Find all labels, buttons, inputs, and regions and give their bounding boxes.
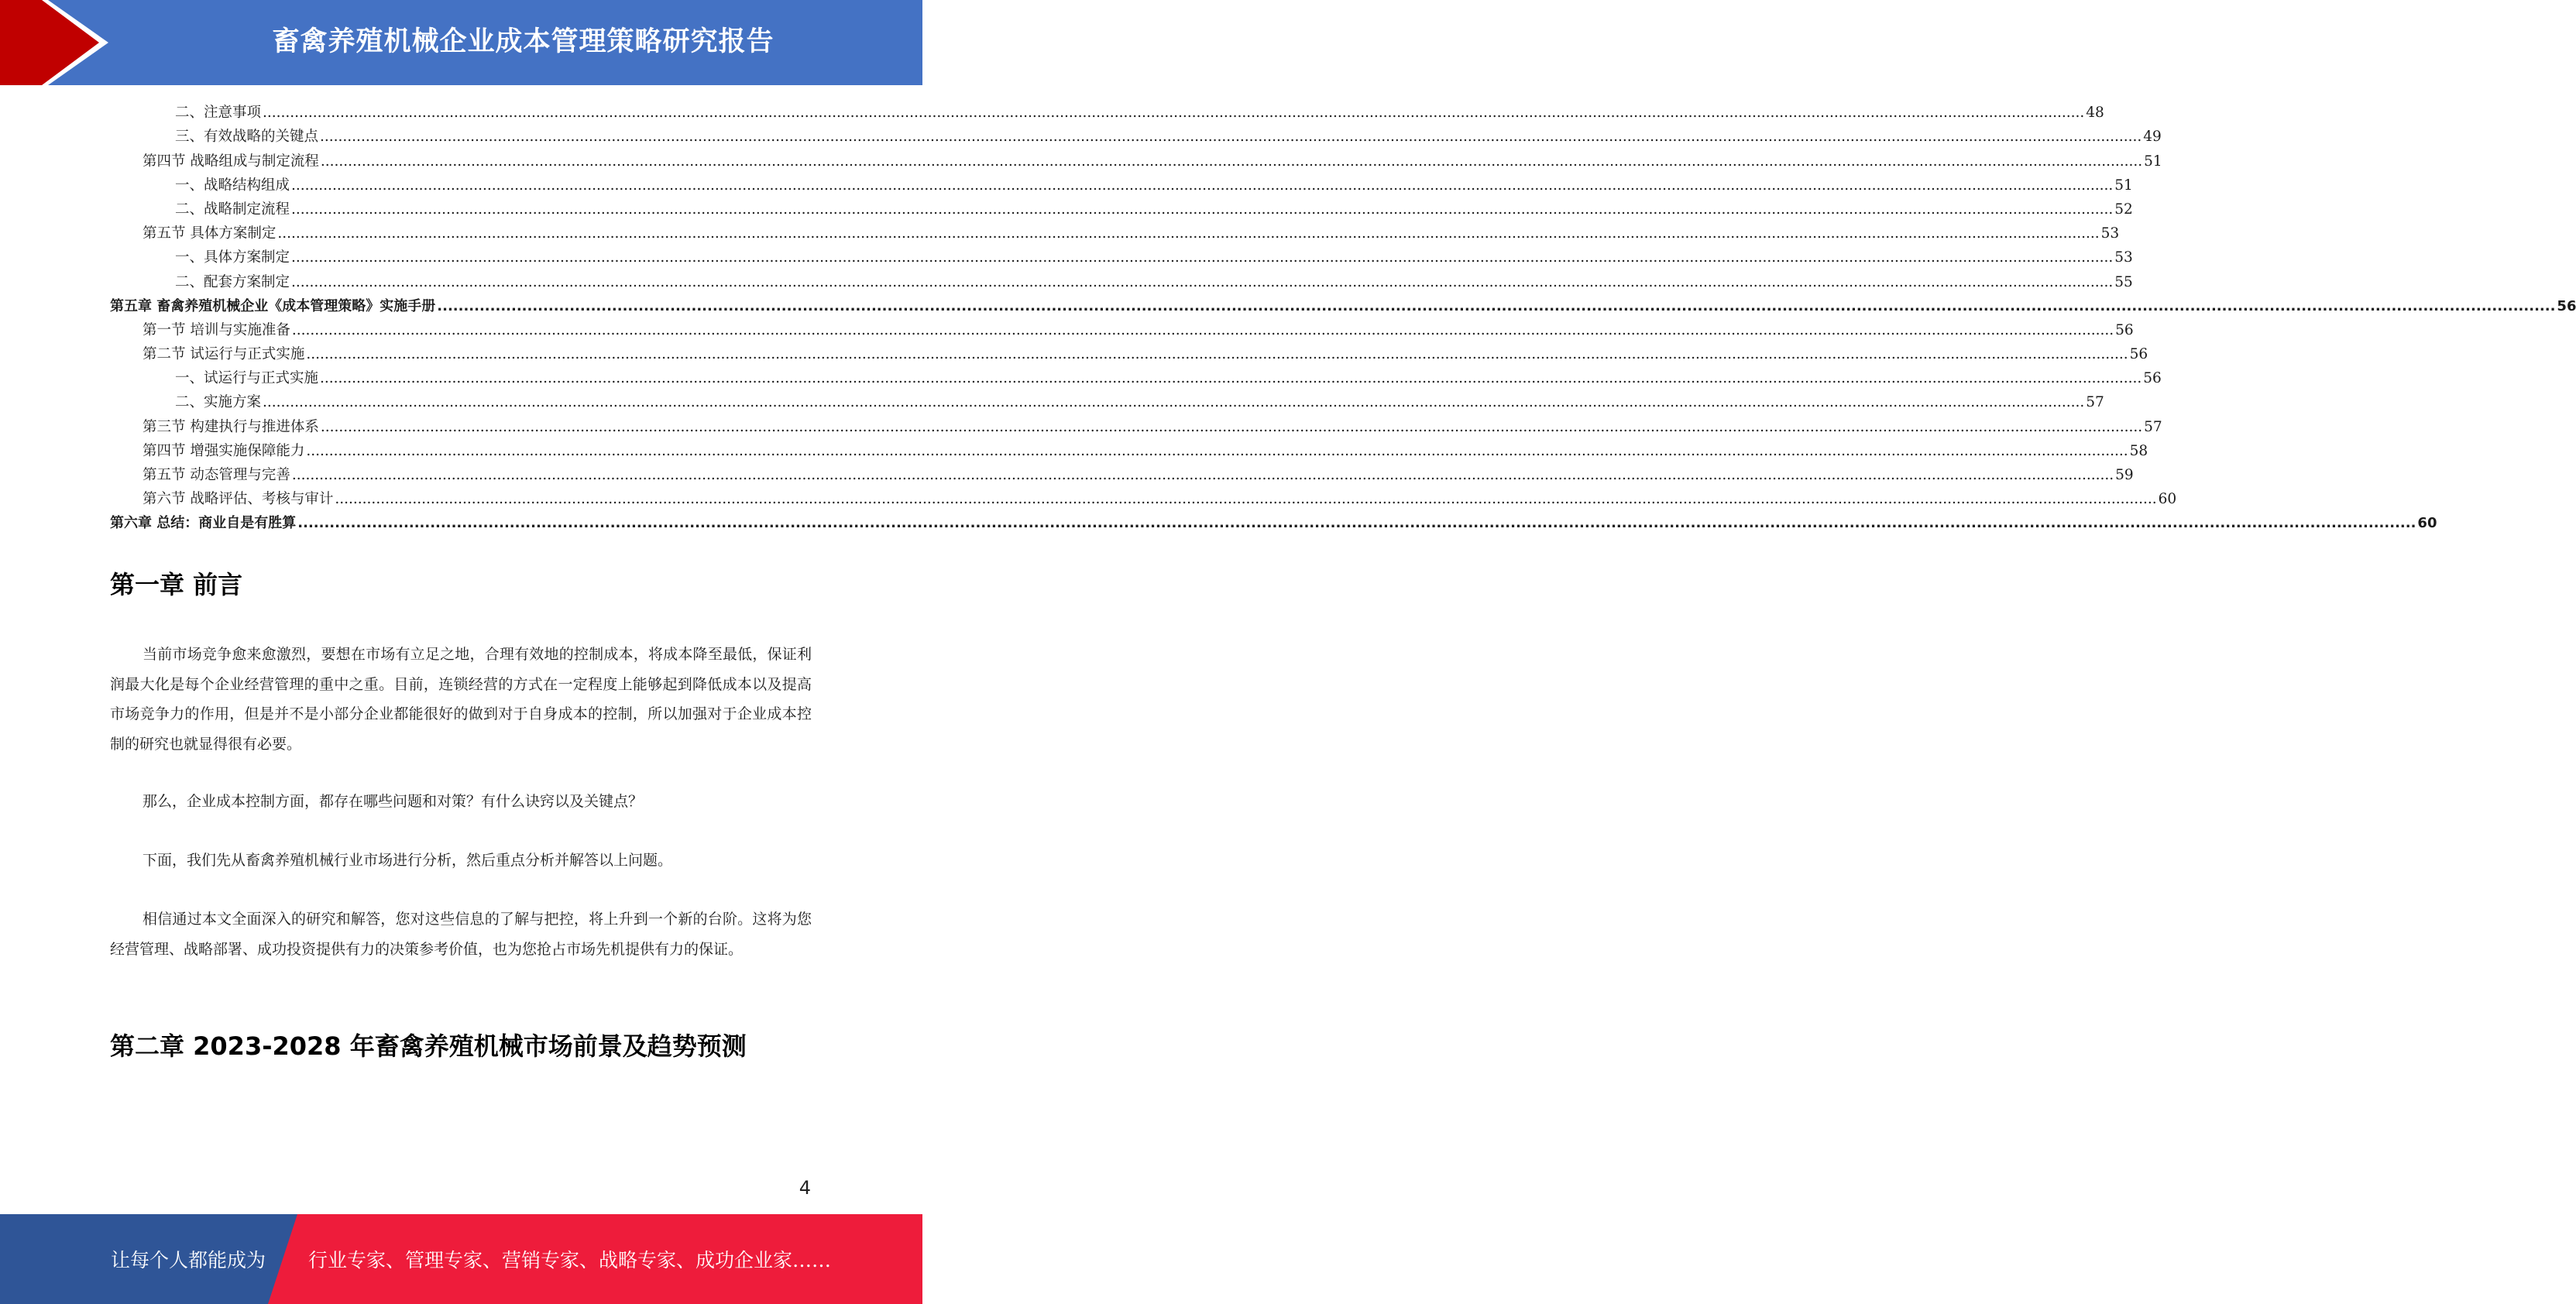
toc-entry[interactable]: [110, 149, 2162, 173]
toc-leader-dots: ................................................................................................................................................................................................................................................................................................................................................................................................................: [263, 394, 2085, 411]
toc-entry-title: 三、有效战略的关键点: [175, 129, 319, 146]
toc-entry-page: 56: [2143, 370, 2162, 387]
toc-entry-page: 51: [2114, 177, 2133, 194]
toc-leader-dots: ................................................................................................................................................................................................................................................................................................................................................................................................................: [291, 321, 2114, 338]
toc-entry-title: 第四节 战略组成与制定流程: [143, 153, 319, 170]
paragraph-2: 那么，企业成本控制方面，都存在哪些问题和对策？有什么诀窍以及关键点？: [143, 793, 644, 810]
toc-entry-page: 56: [2557, 297, 2576, 314]
toc-entry[interactable]: [110, 318, 2134, 342]
toc-entry-title: 二、注意事项: [175, 105, 262, 122]
toc-entry-title: 第一节 培训与实施准备: [143, 321, 290, 338]
toc-leader-dots: ................................................................................................................................................................................................................................................................................................................................................................................................................: [320, 370, 2142, 387]
toc-leader-dots: ................................................................................................................................................................................................................................................................................................................................................................................................................: [320, 129, 2142, 146]
toc-entry[interactable]: [110, 390, 2104, 414]
toc-leader-dots: ................................................................................................................................................................................................................................................................................................................................................................................................................: [320, 153, 2143, 170]
toc-entry-page: 53: [2114, 249, 2133, 266]
toc-entry-page: 56: [2129, 346, 2148, 363]
paragraph-4: 相信通过本文全面深入的研究和解答，您对这些信息的了解与把控，将上升到一个新的台阶。这将为您经营管理、战略部署、成功投资提供有力的决策参考价值，也为您抢占市场先机提供有力的保证。: [110, 911, 812, 958]
toc-entry-title: 第五章 畜禽养殖机械企业《成本管理策略》实施手册: [110, 297, 436, 314]
paragraph-3: 下面，我们先从畜禽养殖机械行业市场进行分析，然后重点分析并解答以上问题。: [143, 852, 673, 869]
toc-leader-dots: ................................................................................................................................................................................................................................................................................................................................................................................................................: [263, 105, 2085, 122]
report-title: 畜禽养殖机械企业成本管理策略研究报告: [272, 26, 775, 57]
toc-entry-title: 第五节 动态管理与完善: [143, 467, 290, 483]
toc-leader-dots: ................................................................................................................................................................................................................................................................................................................................................................................................................: [291, 467, 2114, 483]
toc-entry[interactable]: [110, 414, 2162, 438]
toc-entry-page: 57: [2086, 394, 2104, 411]
chapter-2-heading: 第二章 2023-2028 年畜禽养殖机械市场前景及趋势预测: [110, 1031, 747, 1061]
toc-entry-title: 第六节 战略评估、考核与审计: [143, 491, 334, 508]
paragraph-1: 当前市场竞争愈来愈激烈，要想在市场有立足之地，合理有效地的控制成本，将成本降至最低，保证利润最大化是每个企业经营管理的重中之重。目前，连锁经营的方式在一定程度上能够起到降低成本以及提高市场竞争力的作用，但是并不是小部分企业都能很好的做到对于自身成本的控制，所以加强对于企业成本控制的研究也就显得很有必要。: [110, 646, 812, 753]
toc-entry-title: 一、战略结构组成: [175, 177, 290, 194]
toc-leader-dots: ................................................................................................................................................................................................................................................................................................................................................................................................................: [291, 273, 2114, 290]
toc-entry[interactable]: [110, 294, 2576, 318]
toc-entry[interactable]: [110, 221, 2120, 245]
toc-entry-title: 二、配套方案制定: [175, 273, 290, 290]
toc-entry[interactable]: [110, 173, 2133, 197]
header-arrow-decoration: [0, 0, 116, 85]
toc-entry[interactable]: [110, 463, 2134, 487]
footer-slogan-right: 行业专家、管理专家、营销专家、战略专家、成功企业家……: [308, 1249, 832, 1271]
toc-entry-title: 第二节 试运行与正式实施: [143, 346, 305, 363]
toc-entry[interactable]: [110, 245, 2133, 269]
toc-entry-title: 一、试运行与正式实施: [175, 370, 319, 387]
toc-entry-page: 59: [2115, 467, 2134, 483]
toc-leader-dots: ................................................................................................................................................................................................................................................................................................................................................................................................................: [335, 491, 2157, 508]
toc-entry-title: 二、实施方案: [175, 394, 262, 411]
toc-leader-dots: ................................................................................................................................................................................................................................................................................................................................................................................................................: [291, 201, 2114, 218]
toc-entry-page: 49: [2143, 129, 2162, 146]
toc-entry[interactable]: [110, 269, 2133, 293]
toc-entry-page: 57: [2144, 418, 2162, 435]
toc-entry-page: 53: [2100, 225, 2120, 242]
footer-slogan-left: 让每个人都能成为: [111, 1249, 266, 1271]
table-of-contents: [110, 101, 2576, 535]
toc-entry-title: 二、战略制定流程: [175, 201, 290, 218]
toc-leader-dots: ................................................................................................................................................................................................................................................................................................................................................................................................................: [306, 442, 2128, 459]
toc-entry-page: 48: [2086, 105, 2104, 122]
toc-leader-dots: ................................................................................................................................................................................................................................................................................................................................................................................................................: [320, 418, 2143, 435]
toc-entry-page: 60: [2158, 491, 2177, 508]
toc-leader-dots: ................................................................................................................................................................................................................................................................................................................................................................................................................: [437, 297, 2556, 314]
page-footer: [0, 1214, 922, 1304]
toc-entry-title: 第四节 增强实施保障能力: [143, 442, 305, 459]
toc-entry[interactable]: [110, 487, 2177, 511]
chapter-1-heading: 第一章 前言: [110, 570, 243, 599]
toc-entry-page: 55: [2114, 273, 2133, 290]
toc-entry-title: 第六章 总结：商业自是有胜算: [110, 515, 297, 532]
toc-entry[interactable]: [110, 511, 2437, 535]
toc-entry[interactable]: [110, 125, 2162, 149]
toc-leader-dots: ................................................................................................................................................................................................................................................................................................................................................................................................................: [291, 249, 2114, 266]
toc-entry-page: 60: [2417, 515, 2437, 532]
toc-entry[interactable]: [110, 366, 2162, 390]
toc-entry[interactable]: [110, 342, 2148, 366]
toc-leader-dots: ................................................................................................................................................................................................................................................................................................................................................................................................................: [306, 346, 2128, 363]
toc-entry[interactable]: [110, 101, 2104, 125]
toc-entry-page: 51: [2144, 153, 2162, 170]
toc-entry-page: 52: [2114, 201, 2133, 218]
toc-leader-dots: ................................................................................................................................................................................................................................................................................................................................................................................................................: [297, 515, 2416, 532]
toc-entry-page: 58: [2129, 442, 2148, 459]
toc-entry-title: 第五节 具体方案制定: [143, 225, 276, 242]
toc-entry-title: 一、具体方案制定: [175, 249, 290, 266]
toc-leader-dots: ................................................................................................................................................................................................................................................................................................................................................................................................................: [277, 225, 2100, 242]
toc-leader-dots: ................................................................................................................................................................................................................................................................................................................................................................................................................: [291, 177, 2114, 194]
toc-entry-page: 56: [2115, 321, 2134, 338]
toc-entry-title: 第三节 构建执行与推进体系: [143, 418, 319, 435]
toc-entry[interactable]: [110, 439, 2148, 463]
toc-entry[interactable]: [110, 197, 2133, 221]
page-number: 4: [799, 1177, 811, 1199]
page-header: [0, 0, 922, 85]
